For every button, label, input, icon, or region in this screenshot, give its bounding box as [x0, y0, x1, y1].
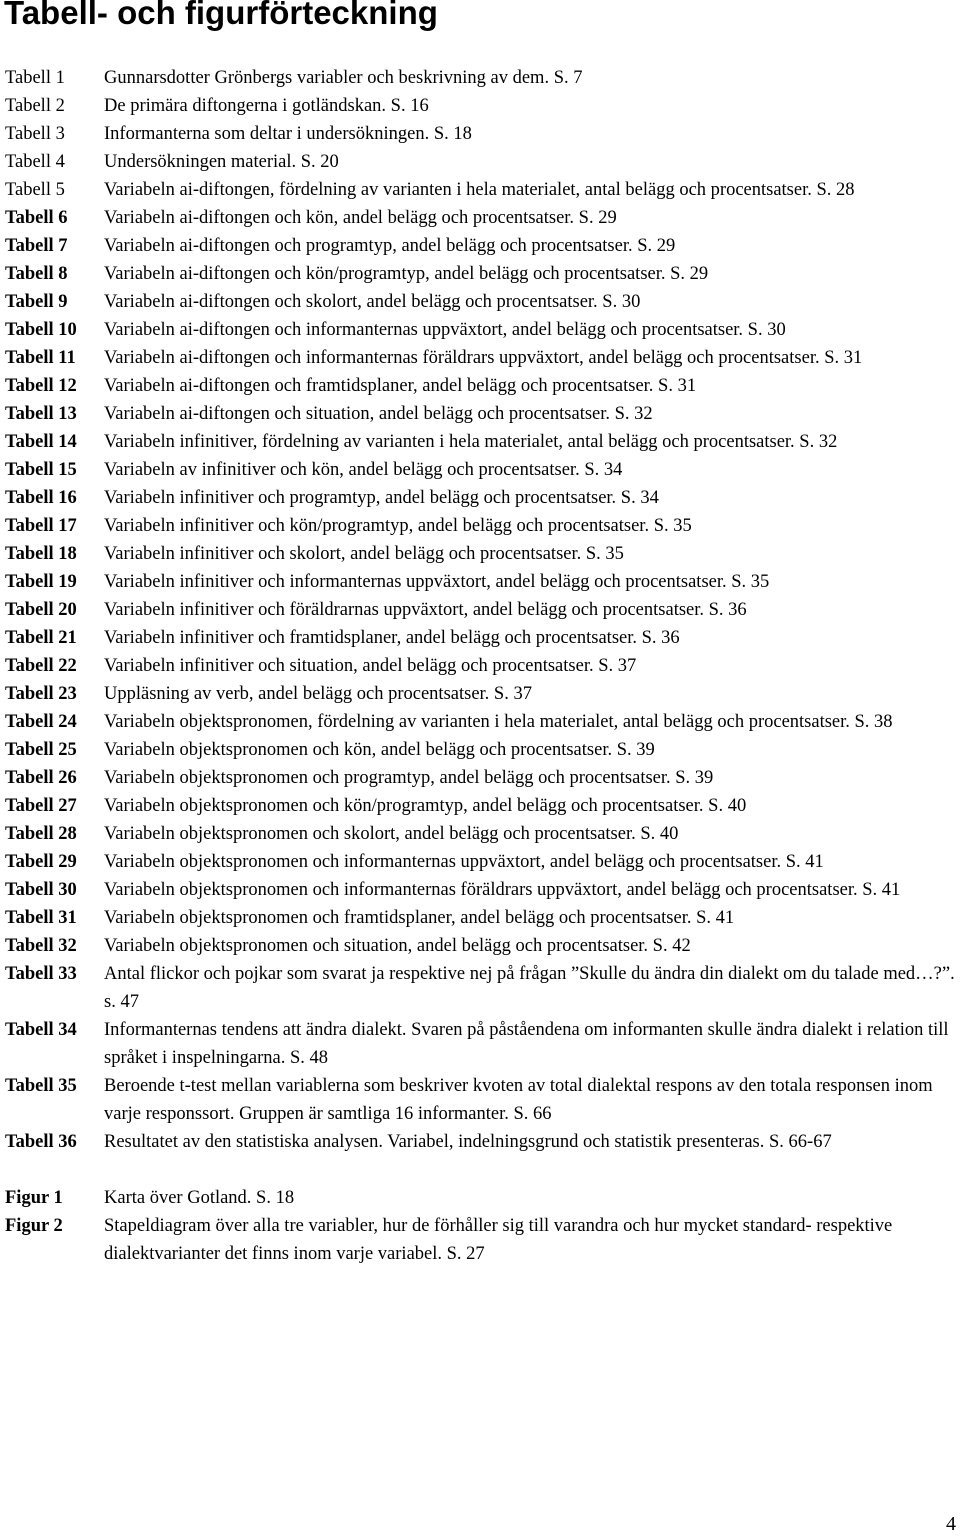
entry-text: Variabeln infinitiver och föräldrarnas uppväxtort, andel belägg och procentsatser. S. 36	[104, 600, 747, 620]
entry-text: Gunnarsdotter Grönbergs variabler och beskrivning av dem. S. 7	[104, 68, 583, 88]
table-entry	[5, 1072, 957, 1128]
table-entry	[5, 792, 957, 820]
entry-label: Figur 2	[5, 1216, 63, 1236]
entry-label: Tabell 7	[5, 236, 68, 256]
table-entry	[5, 456, 957, 484]
entry-text: Variabeln objektspronomen och framtidsplaner, andel belägg och procentsatser. S. 41	[104, 908, 735, 928]
entry-label: Tabell 20	[5, 600, 77, 620]
entry-text: Variabeln ai-diftongen och skolort, andel belägg och procentsatser. S. 30	[104, 292, 641, 312]
table-entry	[5, 540, 957, 568]
entry-text: De primära diftongerna i gotländskan. S. 16	[104, 96, 429, 116]
table-entry	[5, 848, 957, 876]
table-entry	[5, 344, 957, 372]
entry-label: Tabell 35	[5, 1076, 77, 1096]
table-entry	[5, 736, 957, 764]
table-entry	[5, 484, 957, 512]
table-entry	[5, 148, 957, 176]
entry-text: Variabeln objektspronomen och situation, andel belägg och procentsatser. S. 42	[104, 936, 691, 956]
table-entry	[5, 316, 957, 344]
entry-text: Resultatet av den statistiska analysen. Variabel, indelningsgrund och statistik presenteras. S. 66-67	[104, 1132, 832, 1152]
table-entry	[5, 932, 957, 960]
table-entry	[5, 204, 957, 232]
table-entry	[5, 568, 957, 596]
table-entry	[5, 904, 957, 932]
entry-label: Tabell 11	[5, 348, 76, 368]
table-entry	[5, 596, 957, 624]
table-entry	[5, 652, 957, 680]
entry-label: Tabell 9	[5, 292, 68, 312]
entry-text: Variabeln infinitiver och situation, andel belägg och procentsatser. S. 37	[104, 656, 637, 676]
table-entry	[5, 176, 957, 204]
entry-label: Tabell 14	[5, 432, 77, 452]
table-entry	[5, 1016, 957, 1072]
table-entry	[5, 1128, 957, 1156]
table-entry	[5, 764, 957, 792]
page-title: Tabell- och figurförteckning	[4, 0, 438, 31]
entry-text: Variabeln ai-diftongen, fördelning av varianten i hela materialet, antal belägg och procentsatser. S. 28	[104, 180, 855, 200]
entry-text: Informanterna som deltar i undersökningen. S. 18	[104, 124, 472, 144]
table-entry	[5, 960, 957, 1016]
table-entry	[5, 876, 957, 904]
entry-text: Variabeln ai-diftongen och informanternas föräldrars uppväxtort, andel belägg och procentsatser. S. 31	[104, 348, 863, 368]
entry-text: Karta över Gotland. S. 18	[104, 1188, 295, 1208]
figure-entry	[5, 1212, 957, 1268]
section-spacer	[5, 1156, 957, 1184]
entry-label: Figur 1	[5, 1188, 63, 1208]
entry-label: Tabell 22	[5, 656, 77, 676]
entry-text: Variabeln infinitiver och framtidsplaner, andel belägg och procentsatser. S. 36	[104, 628, 680, 648]
entry-text: Variabeln infinitiver och programtyp, andel belägg och procentsatser. S. 34	[104, 488, 659, 508]
entry-text: Uppläsning av verb, andel belägg och procentsatser. S. 37	[104, 684, 532, 704]
entry-label: Tabell 31	[5, 908, 77, 928]
entry-label: Tabell 36	[5, 1132, 77, 1152]
entry-text: Variabeln objektspronomen och skolort, andel belägg och procentsatser. S. 40	[104, 824, 679, 844]
table-entry	[5, 64, 957, 92]
entry-text: Undersökningen material. S. 20	[104, 152, 339, 172]
table-entry	[5, 512, 957, 540]
table-entry	[5, 708, 957, 736]
table-list	[5, 64, 957, 1268]
entry-label: Tabell 18	[5, 544, 77, 564]
entry-label: Tabell 8	[5, 264, 68, 284]
table-entry	[5, 820, 957, 848]
entry-text: Variabeln objektspronomen och informanternas uppväxtort, andel belägg och procentsatser. S. 41	[104, 852, 824, 872]
entry-label: Tabell 21	[5, 628, 77, 648]
entry-text: Variabeln ai-diftongen och situation, andel belägg och procentsatser. S. 32	[104, 404, 653, 424]
entry-label: Tabell 17	[5, 516, 77, 536]
table-entry	[5, 232, 957, 260]
entry-label: Tabell 4	[5, 152, 65, 172]
table-entry	[5, 92, 957, 120]
entry-label: Tabell 15	[5, 460, 77, 480]
entry-label: Tabell 33	[5, 964, 77, 984]
entry-text: Variabeln av infinitiver och kön, andel belägg och procentsatser. S. 34	[104, 460, 623, 480]
entry-label: Tabell 6	[5, 208, 68, 228]
entry-text: Stapeldiagram över alla tre variabler, hur de förhåller sig till varandra och hur mycket standard- respektive dialektvarianter det finns inom varje variabel. S. 27	[104, 1216, 893, 1264]
entry-label: Tabell 30	[5, 880, 77, 900]
entry-text: Variabeln infinitiver och informanternas uppväxtort, andel belägg och procentsatser. S. 35	[104, 572, 770, 592]
entry-label: Tabell 24	[5, 712, 77, 732]
entry-label: Tabell 19	[5, 572, 77, 592]
table-entry	[5, 372, 957, 400]
entry-text: Variabeln objektspronomen och kön, andel belägg och procentsatser. S. 39	[104, 740, 655, 760]
entry-text: Variabeln ai-diftongen och informanternas uppväxtort, andel belägg och procentsatser. S. 30	[104, 320, 786, 340]
entry-label: Tabell 10	[5, 320, 77, 340]
entry-label: Tabell 23	[5, 684, 77, 704]
entry-text: Variabeln ai-diftongen och kön/programtyp, andel belägg och procentsatser. S. 29	[104, 264, 709, 284]
entry-label: Tabell 5	[5, 180, 65, 200]
entry-text: Informanternas tendens att ändra dialekt. Svaren på påståendena om informanten skulle ändra dialekt i relation till språket i inspelningarna. S. 48	[104, 1020, 949, 1068]
entry-label: Tabell 28	[5, 824, 77, 844]
page-number: 4	[946, 1513, 956, 1535]
entry-label: Tabell 32	[5, 936, 77, 956]
entry-label: Tabell 12	[5, 376, 77, 396]
entry-text: Variabeln objektspronomen och informanternas föräldrars uppväxtort, andel belägg och procentsatser. S. 41	[104, 880, 901, 900]
table-entry	[5, 288, 957, 316]
entry-text: Variabeln objektspronomen och kön/programtyp, andel belägg och procentsatser. S. 40	[104, 796, 747, 816]
figure-entry	[5, 1184, 957, 1212]
entry-text: Variabeln ai-diftongen och programtyp, andel belägg och procentsatser. S. 29	[104, 236, 676, 256]
entry-label: Tabell 13	[5, 404, 77, 424]
table-entry	[5, 400, 957, 428]
entry-text: Variabeln infinitiver och kön/programtyp, andel belägg och procentsatser. S. 35	[104, 516, 692, 536]
entry-text: Variabeln infinitiver och skolort, andel belägg och procentsatser. S. 35	[104, 544, 624, 564]
entry-text: Variabeln objektspronomen och programtyp, andel belägg och procentsatser. S. 39	[104, 768, 714, 788]
entry-label: Tabell 16	[5, 488, 77, 508]
entry-label: Tabell 26	[5, 768, 77, 788]
entry-text: Variabeln objektspronomen, fördelning av varianten i hela materialet, antal belägg och procentsatser. S. 38	[104, 712, 893, 732]
entry-label: Tabell 1	[5, 68, 65, 88]
entry-label: Tabell 3	[5, 124, 65, 144]
table-entry	[5, 428, 957, 456]
entry-text: Variabeln ai-diftongen och framtidsplaner, andel belägg och procentsatser. S. 31	[104, 376, 697, 396]
entry-text: Variabeln infinitiver, fördelning av varianten i hela materialet, antal belägg och procentsatser. S. 32	[104, 432, 838, 452]
entry-text: Variabeln ai-diftongen och kön, andel belägg och procentsatser. S. 29	[104, 208, 617, 228]
entry-label: Tabell 2	[5, 96, 65, 116]
table-entry	[5, 624, 957, 652]
entry-text: Antal flickor och pojkar som svarat ja respektive nej på frågan ”Skulle du ändra din dialekt om du talade med…?”. s. 47	[104, 964, 955, 1012]
table-entry	[5, 120, 957, 148]
entry-label: Tabell 29	[5, 852, 77, 872]
entry-label: Tabell 34	[5, 1020, 77, 1040]
entry-label: Tabell 25	[5, 740, 77, 760]
table-entry	[5, 260, 957, 288]
entry-label: Tabell 27	[5, 796, 77, 816]
entry-text: Beroende t-test mellan variablerna som beskriver kvoten av total dialektal respons av den totala responsen inom varje responssort. Gruppen är samtliga 16 informanter. S. 66	[104, 1076, 933, 1124]
table-entry	[5, 680, 957, 708]
